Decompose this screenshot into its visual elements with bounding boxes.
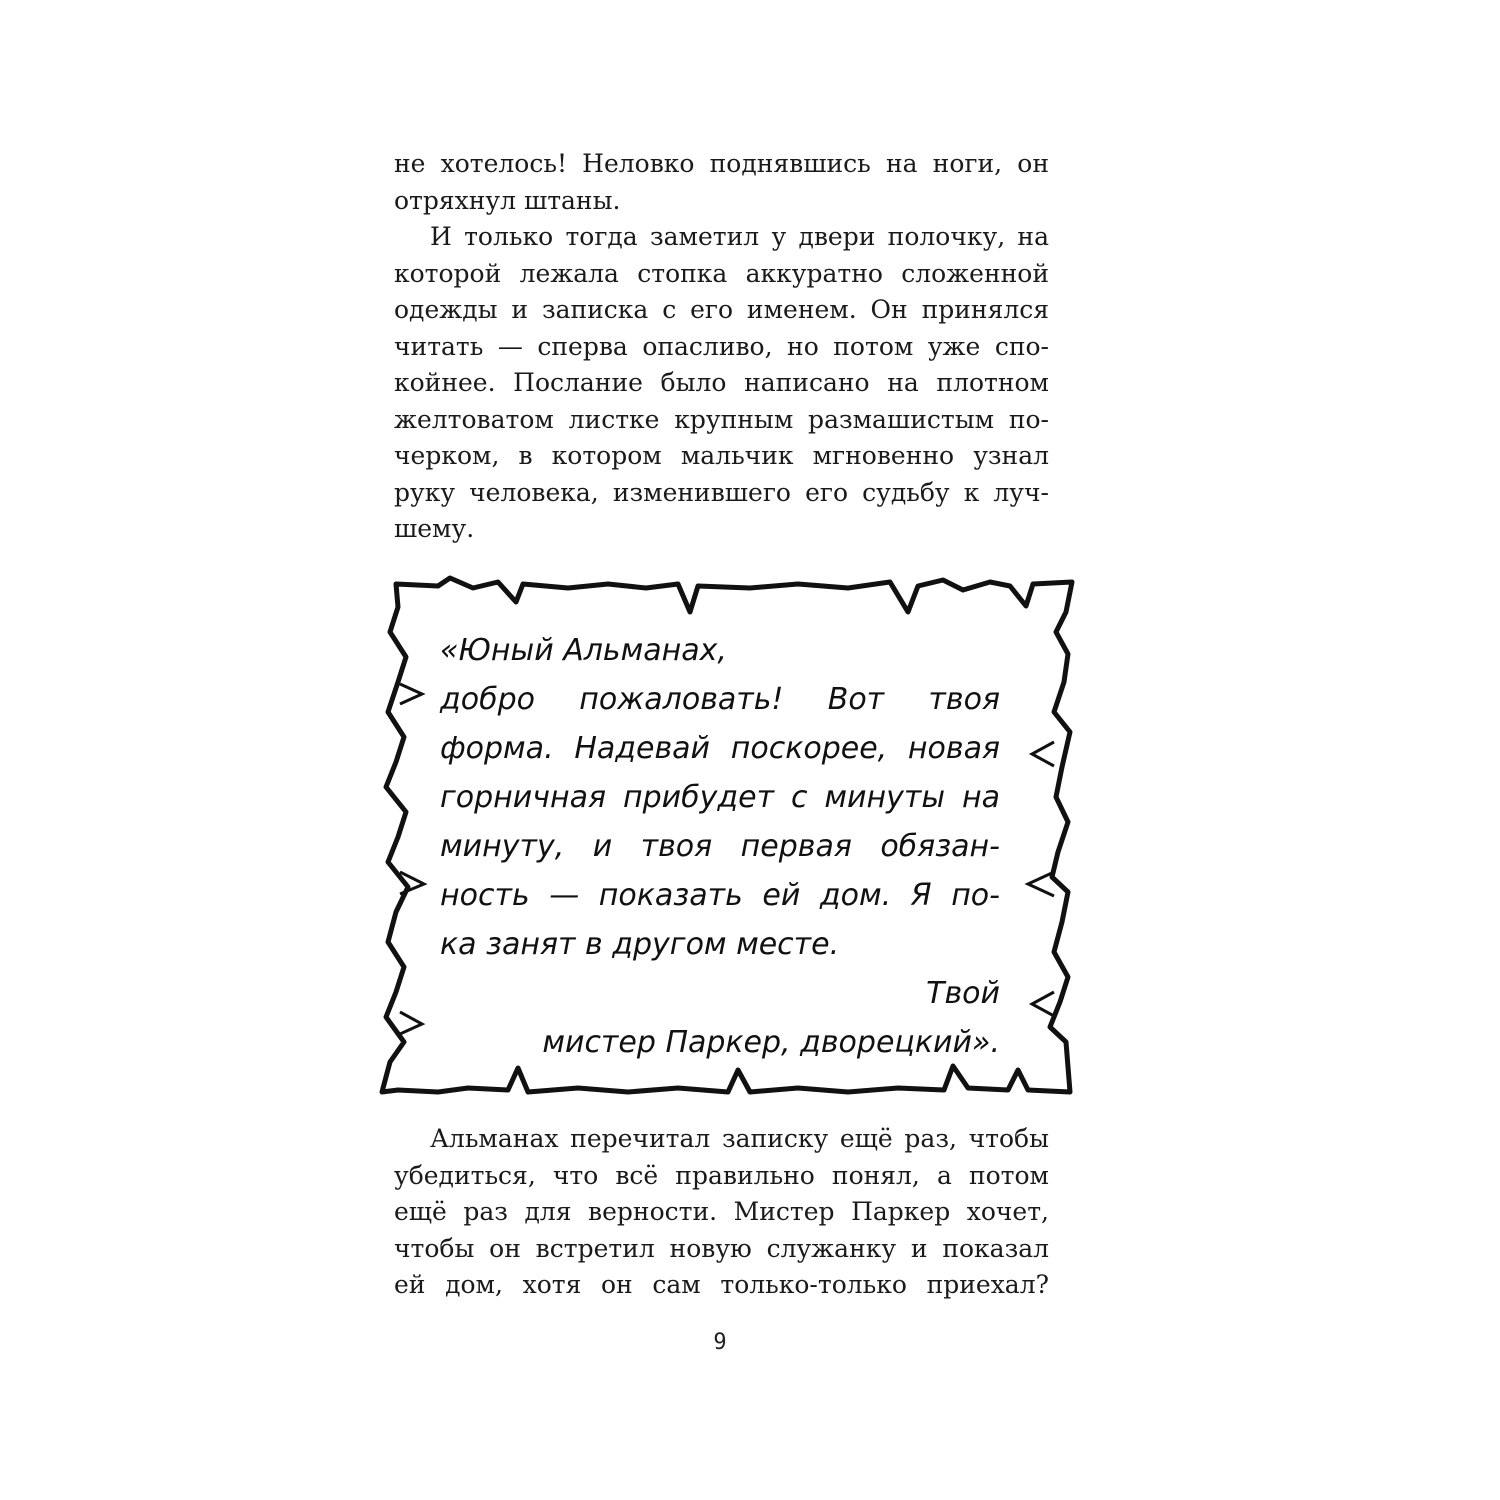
text-line: не хотелось! Неловко поднявшись на ноги, он — [394, 149, 1049, 178]
note-line: горничная прибудет с минуты на — [440, 780, 1000, 815]
text-line: ей дом, хотя он сам только-только приехал? — [394, 1270, 1049, 1299]
text-line: И только тогда заметил у двери полочку, на — [430, 222, 1049, 251]
paragraph-top — [394, 146, 1049, 548]
text-line: черком, в котором мальчик мгновенно узнал — [394, 441, 1049, 470]
note-signature-line: мистер Паркер, дворецкий». — [542, 1025, 1000, 1060]
text-line: читать — сперва опасливо, но потом уже спо- — [394, 331, 1049, 361]
note-line: «Юный Альманах, — [440, 633, 727, 668]
paragraph-bottom — [394, 1121, 1049, 1304]
text-line: руку человека, изменившего его судьбу к луч- — [394, 477, 1049, 507]
text-line: ещё раз для верности. Мистер Паркер хочет, — [394, 1197, 1049, 1226]
text-line: одежды и записка с его именем. Он принялся — [394, 295, 1049, 324]
text-line: убедиться, что всё правильно понял, а потом — [394, 1160, 1049, 1190]
text-line: которой лежала стопка аккуратно сложенной — [394, 258, 1049, 288]
text-line: Альманах перечитал записку ещё раз, чтобы — [430, 1124, 1049, 1153]
text-line: желтоватом листке крупным размашистым по- — [394, 404, 1049, 434]
text-line: чтобы он встретил новую служанку и показал — [394, 1233, 1049, 1263]
note-line: ность — показать ей дом. Я по- — [440, 878, 1000, 913]
note-signature-line: Твой — [926, 976, 1000, 1011]
handwritten-note — [378, 572, 1078, 1102]
note-line: минуту, и твоя первая обязан- — [440, 829, 1000, 864]
note-line: ка занят в другом месте. — [440, 927, 840, 962]
note-line: добро пожаловать! Вот твоя — [440, 682, 1000, 717]
text-line: шему. — [394, 514, 475, 543]
page-number: 9 — [713, 1330, 727, 1355]
note-text — [440, 626, 1000, 1067]
text-line: отряхнул штаны. — [394, 185, 621, 215]
note-line: форма. Надевай поскорее, новая — [440, 731, 1000, 766]
text-line: койнее. Послание было написано на плотном — [394, 368, 1049, 397]
